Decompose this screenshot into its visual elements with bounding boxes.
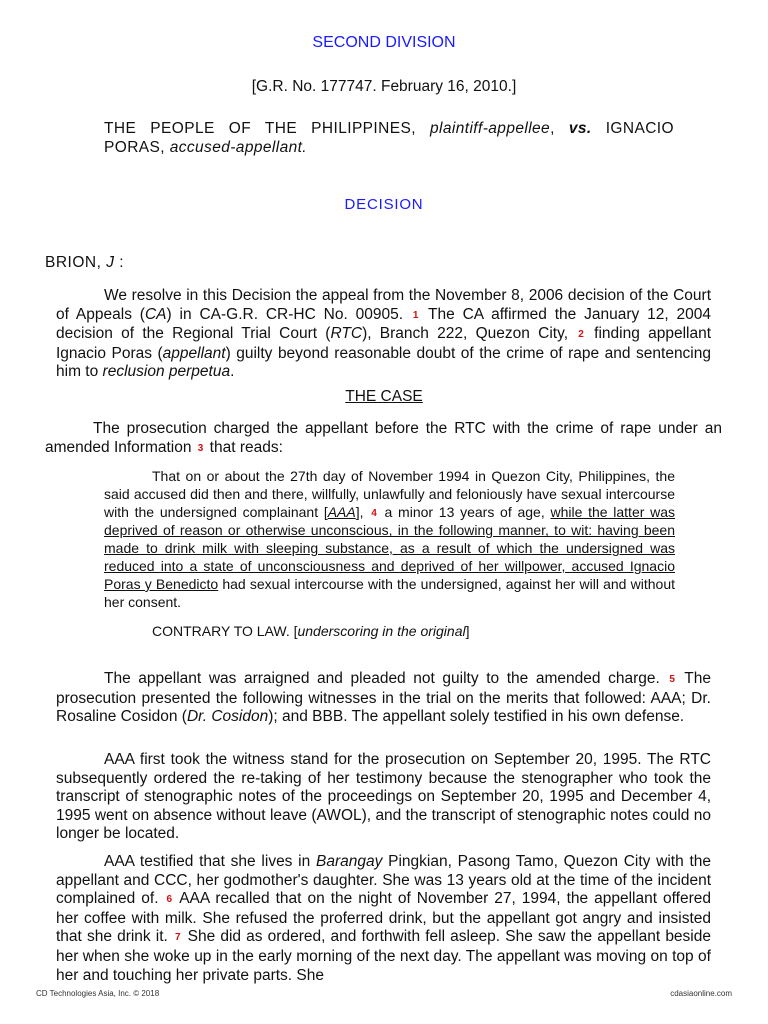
quote-aaa: AAA [327, 503, 356, 520]
para1-text-d: ), Branch 222, Quezon City, [362, 325, 569, 343]
para5-text-c: AAA recalled that on the night of November 27, 1994, the appellant offered her coffee with milk. She refused the proferred drink, but the appellant got angry and insisted that she drink it. [56, 890, 711, 946]
accused-role: accused-appellant. [169, 139, 308, 156]
footnote-4[interactable]: 4 [371, 507, 377, 519]
para1-rtc: RTC [330, 325, 363, 343]
footnote-1[interactable]: 1 [412, 309, 419, 321]
para3-cosidon: Dr. Cosidon [186, 708, 269, 726]
footnote-2[interactable]: 2 [578, 329, 584, 341]
para2-text-b: that reads: [209, 438, 283, 456]
section-heading [0, 388, 768, 406]
para1-appellant: appellant [162, 344, 226, 362]
para1-text-a: We resolve in this Decision the appeal from the November 8, 2006 decision of the Court of Appeals ( [56, 287, 711, 323]
para5-barangay: Barangay [316, 853, 383, 870]
para1-text-b: ) in CA-G.R. CR-HC No. 00905. [166, 305, 404, 323]
para3-text-b: The prosecution presented the following witnesses in the trial on the merits that followed: AAA; Dr. Rosaline Cosidon ( [56, 670, 712, 726]
para1-text-f: ) guilty beyond reasonable doubt of the crime of rape and sentencing him to [56, 344, 711, 381]
versus: vs. [568, 120, 592, 137]
footnote-6[interactable]: 6 [166, 894, 173, 906]
case-number: [G.R. No. 177747. February 16, 2010.] [251, 78, 517, 95]
quote-text-b: ], [355, 503, 364, 520]
footer-site[interactable]: cdasiaonline.com [670, 989, 732, 998]
contrary-end: ] [465, 623, 470, 640]
para3-text-c: ); and BBB. The appellant solely testified in his own defense. [268, 708, 685, 726]
para1-text-g: . [230, 363, 235, 381]
para5-text-a: AAA testified that she lives in [104, 853, 311, 870]
ponente-colon: : [119, 254, 125, 271]
plaintiff-role: plaintiff-appellee [430, 120, 551, 137]
section-heading-text: THE CASE [345, 388, 423, 405]
ponente-name: BRION, [45, 254, 102, 271]
para3-text-a: The appellant was arraigned and pleaded not guilty to the amended charge. [104, 670, 660, 687]
para1-text-e: finding appellant Ignacio Poras ( [56, 325, 711, 362]
information-quote [104, 468, 675, 641]
paragraph-5 [56, 853, 711, 985]
para4-text: AAA first took the witness stand for the prosecution on September 20, 1995. The RTC subsequently ordered the re-taking of her testimony because the stenographer who took the transcript of stenographic notes of the proceedings on September 20, 1995 and December 4, 1995 went on absence without leave (AWOL), and the transcript of stenographic notes could no longer be located. [56, 751, 711, 843]
para5-text-d: She did as ordered, and forthwith fell asleep. She saw the appellant beside her when she woke up in the early morning of the next day. The appellant was moving on top of her and touching her private parts. She [56, 928, 711, 984]
footnote-5[interactable]: 5 [669, 674, 675, 685]
paragraph-3 [56, 670, 711, 727]
ponente [45, 254, 124, 272]
accused-name: IGNACIO PORAS, [104, 120, 674, 156]
footnote-7[interactable]: 7 [174, 932, 181, 944]
division-label: SECOND DIVISION [312, 34, 456, 51]
contrary-note: underscoring in the original [297, 623, 466, 640]
paragraph-1 [56, 287, 711, 382]
decision-title: DECISION [344, 196, 424, 213]
plaintiff-name: THE PEOPLE OF THE PHILIPPINES, [104, 120, 416, 137]
ponente-suffix: J [106, 254, 115, 271]
case-parties: THE PEOPLE OF THE PHILIPPINES, plaintiff-appellee, vs. IGNACIO PORAS, accused-appellant. [104, 120, 674, 156]
para1-reclusion: reclusion perpetua [102, 363, 231, 381]
footnote-3[interactable]: 3 [197, 442, 204, 454]
paragraph-2 [45, 420, 722, 458]
para1-ca: CA [144, 305, 167, 323]
footer-copyright: CD Technologies Asia, Inc. © 2018 [36, 989, 160, 998]
quote-underlined: while the latter was deprived of reason or otherwise unconscious, in the following manner, to wit: having been made to drink milk with sleeping substance, as a result of which the undersigned was reduced into a state of unconsciousness and deprived of her willpower, accused Ignacio Poras y Benedicto [104, 503, 676, 592]
paragraph-4 [56, 751, 711, 844]
para1-text-c: The CA affirmed the January 12, 2004 decision of the Regional Trial Court ( [56, 305, 712, 343]
para5-text-b: Pingkian, Pasong Tamo, Quezon City with the appellant and CCC, her godmother's daughter. She was 13 years old at the time of the incident complained of. [56, 853, 712, 908]
quote-text-c: a minor 13 years of age, [384, 503, 545, 520]
contrary-to-law: CONTRARY TO LAW. [ [152, 623, 298, 640]
quote-text-a: That on or about the 27th day of November 1994 in Quezon City, Philippines, the said accused did then and there, willfully, unlawfully and feloniously have sexual intercourse with the undersigned complainant [ [104, 468, 675, 520]
para2-text-a: The prosecution charged the appellant before the RTC with the crime of rape under an amended Information [45, 420, 722, 456]
quote-text-d: had sexual intercourse with the undersigned, against her will and without her consent. [104, 575, 675, 610]
